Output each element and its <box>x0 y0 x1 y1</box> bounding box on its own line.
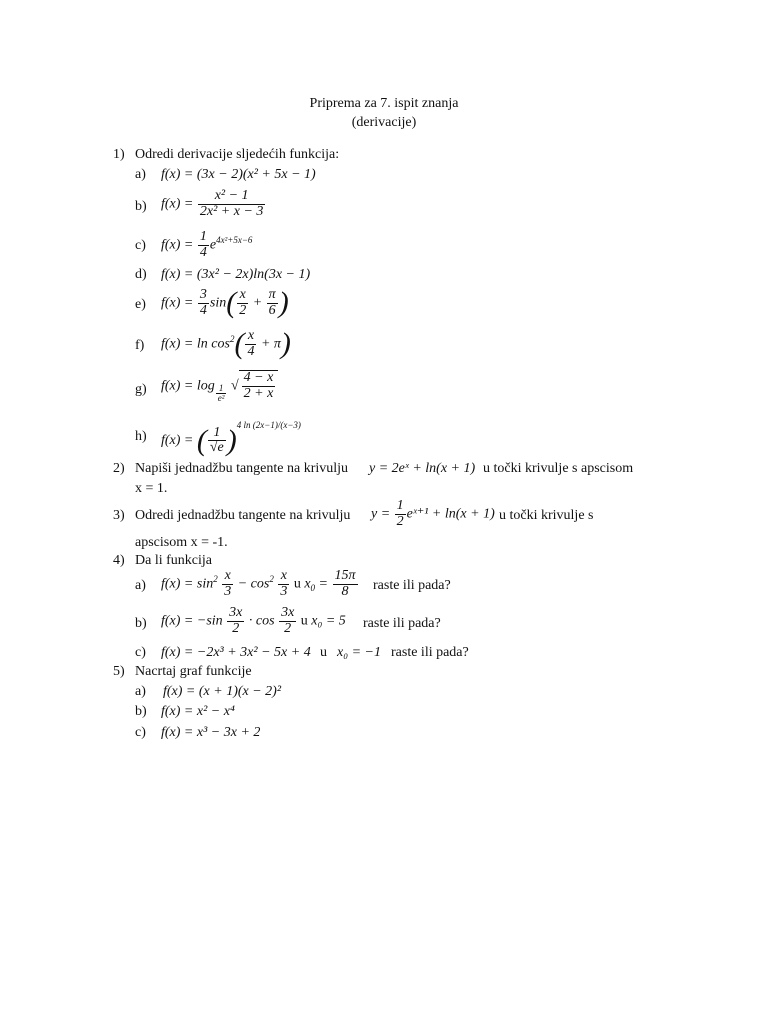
task-5a-label: a) <box>135 684 146 699</box>
task-3-number: 3) <box>113 508 125 523</box>
task-1b-fraction: $\frac{\text{x² − 1}}{\text{2x² + x − 3}}$ <box>199 188 264 219</box>
task-1c-fraction: $\frac{1}{4}$ <box>199 229 207 260</box>
task-1d-label: d) <box>135 267 147 282</box>
task-1h-label: h) <box>135 429 147 444</box>
task-4c-u: u <box>320 645 327 660</box>
task-1-text: Odredi derivacije sljedećih funkcija: <box>135 147 340 162</box>
task-2-text-c: x = 1. <box>135 481 168 496</box>
task-2-text-a: Napiši jednadžbu tangente na krivulju <box>135 461 349 476</box>
task-1a-label: a) <box>135 167 146 182</box>
task-4c-question: raste ili pada? <box>391 645 469 660</box>
task-5a-formula: f(x) = (x + 1)(x − 2)² <box>163 684 282 699</box>
task-1b-label: b) <box>135 199 147 214</box>
task-4b-formula: f(x) = −sin $\frac{3x}{2}$ · cos $\frac{3x}{2}$ u x₀ = 5 <box>161 605 346 636</box>
task-5c-label: c) <box>135 725 146 740</box>
task-3-text-a: Odredi jednadžbu tangente na krivulju <box>135 508 351 523</box>
task-4-text: Da li funkcija <box>135 553 212 568</box>
task-1e-formula: f(x) = $\frac{3}{4}$ sin( $\frac{x}{2}$ + $\frac{\pi}{6}$ ) <box>161 286 289 320</box>
task-3-text-b: u točki krivulje s <box>499 508 594 523</box>
task-4a-label: a) <box>135 578 146 593</box>
task-4c-formula: f(x) = −2x³ + 3x² − 5x + 4 <box>161 645 311 660</box>
task-4c-x0: x₀ = −1 <box>337 645 381 660</box>
task-2-text-b: u točki krivulje s apscisom <box>483 461 634 476</box>
page-title <box>0 94 768 132</box>
task-2-number: 2) <box>113 461 125 476</box>
task-1h-formula: f(x) = ( $\frac{1}{√e}$ )$^{4 ln (2x-1)/(x-3)}$ <box>161 420 301 457</box>
task-1b-formula: f(x) = $\frac{\text{x² − 1}}{\text{2x² + x − 3}}$ <box>161 188 264 219</box>
task-4c-label: c) <box>135 645 146 660</box>
task-1g-label: g) <box>135 382 147 397</box>
task-1g-formula: f(x) = log $\frac{1}{\text{e²}}$ √ $\frac{4 - x}{2 + x}$ <box>161 370 278 404</box>
task-5c-formula: f(x) = x³ − 3x + 2 <box>161 725 261 740</box>
task-4a-question: raste ili pada? <box>373 578 451 593</box>
task-3-text-c: apscisom x = -1. <box>135 535 228 550</box>
task-1c-formula: f(x) = $\frac{1}{4}$ $e^{4x^2+5x-6}$ <box>161 229 253 260</box>
task-5b-formula: f(x) = x² − x⁴ <box>161 704 235 719</box>
task-1f-label: f) <box>135 338 145 353</box>
title-line-1: Priprema za 7. ispit znanja <box>309 96 459 111</box>
task-1a-formula: f(x) = (3x − 2)(x² + 5x − 1) <box>161 167 316 182</box>
task-1d-formula: f(x) = (3x² − 2x)ln(3x − 1) <box>161 267 311 282</box>
task-1c-label: c) <box>135 238 146 253</box>
task-2-formula: y = 2eˣ + ln(x + 1) <box>369 461 476 476</box>
title-line-2: (derivacije) <box>351 115 417 130</box>
task-1e-label: e) <box>135 297 146 312</box>
task-3-formula: y = $\frac{1}{2}$ eˣ⁺¹ + ln(x + 1) <box>371 498 495 529</box>
task-4-number: 4) <box>113 553 125 568</box>
task-4b-label: b) <box>135 616 147 631</box>
task-1-number: 1) <box>113 147 125 162</box>
task-1f-formula: $f(x) = \ln \cos^2$( $\frac{x}{4}$ + π) <box>161 327 291 361</box>
task-5-text: Nacrtaj graf funkcije <box>135 664 252 679</box>
task-4b-question: raste ili pada? <box>363 616 441 631</box>
task-5b-label: b) <box>135 704 147 719</box>
task-5-number: 5) <box>113 664 125 679</box>
task-4a-formula: $f(x) = \sin^2$ $\frac{x}{3}$ − $\cos^2$ $\frac{x}{3}$ u $x_0$ = $\frac{15\pi}{8}$ <box>161 568 356 599</box>
